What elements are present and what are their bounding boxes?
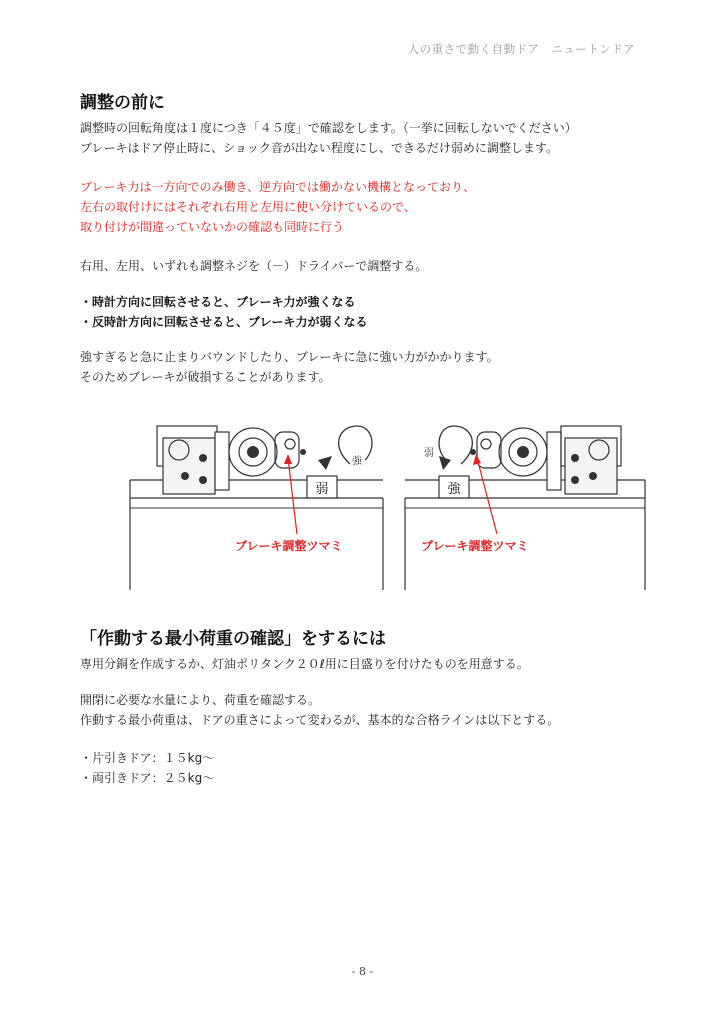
warning-line: ブレーキ力は一方向でのみ働き、逆方向では働かない機構となっており、 — [80, 180, 476, 194]
weight-prep-paragraph — [80, 654, 529, 674]
caution-line: そのためブレーキが破損することがあります。 — [80, 370, 331, 384]
tool-note-line: 右用、左用、いずれも調整ネジを（－）ドライバーで調整する。 — [80, 259, 428, 273]
left-pointer-head — [284, 454, 292, 464]
pass-criteria-single-door: ・片引きドア：１５kg～ — [80, 751, 215, 765]
section-heading-min-load-check: 「作動する最小荷重の確認」をするには — [80, 629, 386, 649]
pass-criteria-double-door: ・両引きドア：２５kg～ — [80, 771, 215, 785]
section-heading-before-adjustment: 調整の前に — [80, 93, 165, 113]
warning-paragraph — [80, 177, 475, 237]
load-check-line: 作動する最小荷重は、ドアの重さによって変わるが、基本的な合格ラインは以下とする。 — [80, 713, 560, 727]
load-check-paragraph — [80, 690, 559, 730]
page-number: - 8 - — [351, 965, 374, 978]
rule-counterclockwise: ・反時計方向に回転させると、ブレーキ力が弱くなる — [80, 315, 368, 329]
left-box-label: 弱 — [315, 482, 329, 497]
intro-line: ブレーキはドア停止時に、ショック音が出ない程度にし、できるだけ弱めに調整します。 — [80, 141, 558, 155]
right-arrow-label: 弱 — [424, 448, 434, 459]
rule-clockwise: ・時計方向に回転させると、ブレーキ力が強くなる — [80, 295, 356, 309]
left-caption: ブレーキ調整ツマミ — [235, 539, 343, 553]
brake-adjustment-diagram — [125, 418, 650, 593]
right-mechanism-figure — [405, 426, 645, 590]
pass-criteria-list — [80, 748, 214, 788]
tool-note — [80, 256, 427, 276]
warning-line: 左右の取付けにはそれぞれ右用と左用に使い分けているので、 — [80, 200, 416, 214]
running-header: 人の重さで動く自動ドア ニュートンドア — [407, 42, 635, 56]
caution-paragraph — [80, 347, 499, 387]
right-pointer-line — [477, 458, 497, 534]
left-arrow-label: 強 — [352, 456, 362, 467]
intro-line: 調整時の回転角度は１度につき「４５度」で確認をします。（一挙に回転しないでください） — [80, 121, 577, 135]
right-caption: ブレーキ調整ツマミ — [421, 539, 529, 553]
right-box-label: 強 — [447, 482, 461, 497]
weight-prep-line: 専用分銅を作成するか、灯油ポリタンク２０ℓ用に目盛りを付けたものを用意する。 — [80, 657, 529, 671]
warning-line: 取り付けが間違っていないかの確認も同時に行う — [80, 220, 345, 234]
caution-line: 強すぎると急に止まりバウンドしたり、ブレーキに急に強い力がかかります。 — [80, 350, 499, 364]
rotation-rules — [80, 292, 368, 332]
load-check-line: 開閉に必要な水量により、荷重を確認する。 — [80, 693, 321, 707]
left-mechanism-figure — [130, 426, 383, 590]
left-pointer-line — [288, 458, 297, 534]
intro-paragraph — [80, 118, 577, 158]
